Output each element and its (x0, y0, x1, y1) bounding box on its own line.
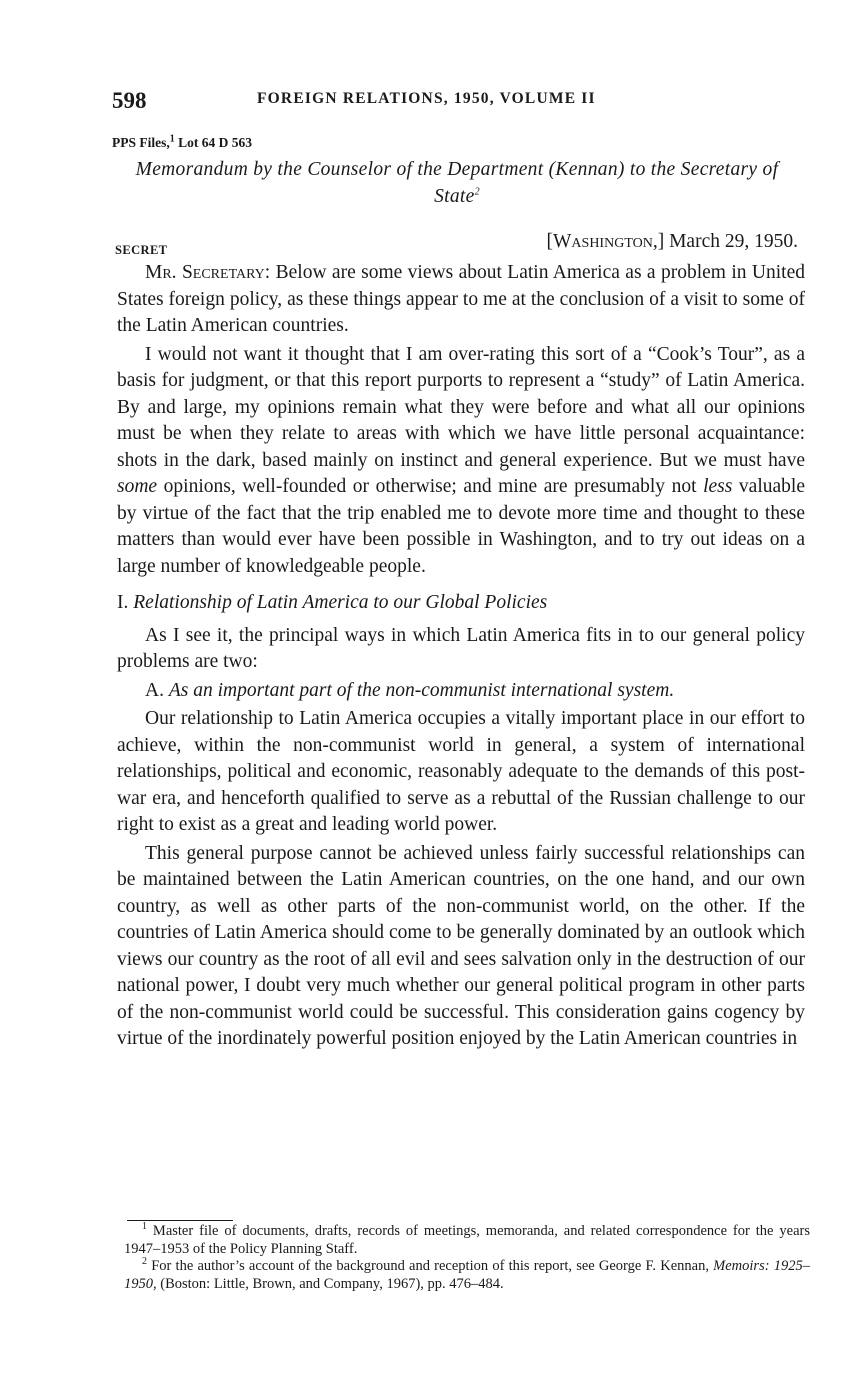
page-number: 598 (112, 88, 147, 113)
footnote-2-number: 2 (142, 1256, 147, 1268)
salutation: Mr. Secretary: (145, 262, 271, 283)
memo-body (117, 260, 805, 1053)
running-title: FOREIGN RELATIONS, 1950, VOLUME II (257, 90, 596, 107)
paragraph-1 (117, 260, 805, 340)
footnote-1-number: 1 (142, 1221, 147, 1233)
footnote-ref-2: 2 (474, 186, 480, 198)
paragraph-2-part-b: opinions, well-founded or otherwise; and mine are presumably not (157, 476, 704, 497)
paragraph-1-text: Below are some views about Latin America as a problem in United States foreign policy, as these things appear to me at the conclusion of a visit to some of the Latin American countries. (117, 262, 805, 336)
emphasis-less: less (703, 476, 733, 497)
document-title (112, 156, 802, 210)
footnote-2 (124, 1258, 810, 1293)
emphasis-some: some (117, 476, 158, 497)
dateline-date: March 29, 1950. (664, 231, 798, 252)
subsection-title: As an important part of the non-communist international system. (168, 679, 675, 701)
dateline (547, 231, 798, 253)
footnote-1 (124, 1223, 810, 1258)
section-number: I. (117, 592, 134, 613)
source-lot: Lot 64 D 563 (174, 135, 252, 150)
footnote-1-text: Master file of documents, drafts, records of meetings, memoranda, and related correspondence for the years 1947–1953 of the Policy Planning Staff. (124, 1223, 810, 1257)
subsection-letter: A. (145, 679, 169, 701)
subsection-heading (117, 678, 805, 705)
paragraph-3: As I see it, the principal ways in which Latin America fits in to our general policy problems are two: (117, 624, 805, 672)
paragraph-4: Our relationship to Latin America occupies a vitally important place in our effort to achieve, within the non-communist world in general, a system of international relationships, political and economic, reasonably adequate to the demands of this post-war era, and henceforth qualified to serve as a rebuttal of the Russian challenge to our right to exist as a great and leading world power. (117, 708, 805, 835)
section-heading (117, 590, 805, 617)
paragraph-2-part-c: valuable by virtue of the fact that the trip enabled me to devote more time and thought to these matters than would ever have been possible in Washington, and to try out ideas on a large number of knowledgeable people. (117, 476, 805, 577)
running-head (112, 88, 802, 118)
paragraph-2 (117, 342, 805, 581)
dateline-place: [Washington,] (546, 231, 665, 252)
footnote-2-text-b: (Boston: Little, Brown, and Company, 1967), pp. 476–484. (156, 1275, 504, 1292)
source-files: PPS Files, (112, 135, 170, 150)
footnote-2-book-title: Memoirs: 1925–1950, (124, 1258, 811, 1292)
footnote-2-text-a: For the author’s account of the background and reception of this report, see George F. Kennan, (147, 1258, 714, 1274)
footnotes (124, 1223, 810, 1293)
paragraph-2-part-a: I would not want it thought that I am over-rating this sort of a “Cook’s Tour”, as a basis for judgment, or that this report purports to represent a “study” of Latin America. By and large, my opinions remain what they were before and what all our opinions must be when they relate to areas with which we have little personal acquaintance: shots in the dark, based mainly on instinct and general experience. But we must have (117, 343, 805, 471)
source-reference (112, 135, 252, 151)
footnote-ref-1: 1 (169, 133, 175, 145)
classification-label: SECRET (115, 243, 168, 257)
document-header (112, 231, 802, 259)
section-title: Relationship of Latin America to our Global Policies (133, 592, 548, 613)
document-title-text: Memorandum by the Counselor of the Department (Kennan) to the Secretary of State (135, 159, 779, 207)
paragraph-5: This general purpose cannot be achieved unless fairly successful relationships can be maintained between the Latin American countries, on the one hand, and our own country, as well as other parts of the non-communist world, on the other. If the countries of Latin America should come to be generally dominated by an outlook which views our country as the root of all evil and sees salvation only in the destruction of our national power, I doubt very much whether our general political program in other parts of the non-communist world could be successful. This consideration gains cogency by virtue of the inordinately powerful position enjoyed by the Latin American countries in (117, 842, 805, 1049)
